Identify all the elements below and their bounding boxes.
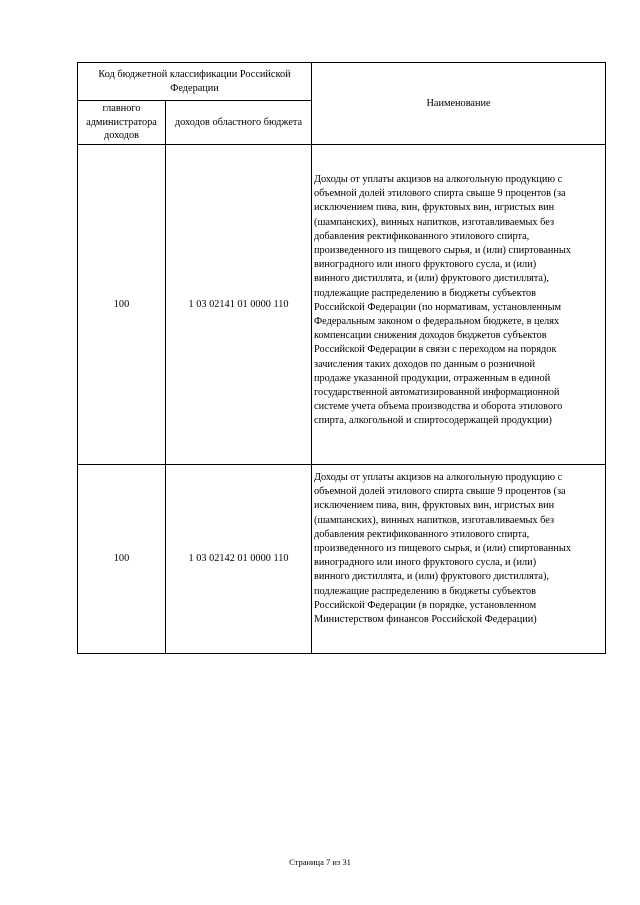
table-row xyxy=(78,465,606,654)
revenue-name-cell: Доходы от уплаты акцизов на алкогольную продукцию с объемной долей этилового спирта свыше 9 процентов (за исключением пива, вин, фруктовых вин, игристых вин (шампанских), винных напитков, изготавливаемых без добавления ректификованного этилового спирта, произведенного из пищевого сырья, и (или) спиртованных виноградного или иного фруктового сусла, и (или) винного дистиллята, и (или) фруктового дистиллята), подлежащие распределению в бюджеты субъектов Российской Федерации (в порядке, установленном Министерством финансов Российской Федерации) xyxy=(312,465,606,654)
revenue-code-cell: 1 03 02142 01 0000 110 xyxy=(166,465,312,654)
header-admin-code: главного администратора доходов xyxy=(78,101,166,145)
page-number: Страница 7 из 31 xyxy=(289,857,351,867)
admin-code-cell: 100 xyxy=(78,145,166,465)
table-row xyxy=(78,145,606,465)
header-name: Наименование xyxy=(312,63,606,145)
admin-code-cell: 100 xyxy=(78,465,166,654)
header-budget-code-group: Код бюджетной классификации Российской Федерации xyxy=(78,63,312,101)
budget-classification-table xyxy=(77,62,606,654)
header-revenue-code: доходов областного бюджета xyxy=(166,101,312,145)
revenue-code-cell: 1 03 02141 01 0000 110 xyxy=(166,145,312,465)
revenue-name-cell: Доходы от уплаты акцизов на алкогольную продукцию с объемной долей этилового спирта свыше 9 процентов (за исключением пива, вин, фруктовых вин, игристых вин (шампанских), винных напитков, изготавливаемых без добавления ректификованного этилового спирта, произведенного из пищевого сырья, и (или) спиртованных виноградного или иного фруктового сусла, и (или) винного дистиллята, и (или) фруктового дистиллята), подлежащие распределению в бюджеты субъектов Российской Федерации (по нормативам, установленным Федеральным законом о федеральном бюджете, в целях компенсации снижения доходов бюджетов субъектов Российской Федерации в связи с переходом на порядок зачисления таких доходов по данным о розничной продаже указанной продукции, отраженным в единой государственной автоматизированной информационной системе учета объема производства и оборота этилового спирта, алкогольной и спиртосодержащей продукции) xyxy=(312,145,606,465)
header-row-top xyxy=(78,63,606,101)
